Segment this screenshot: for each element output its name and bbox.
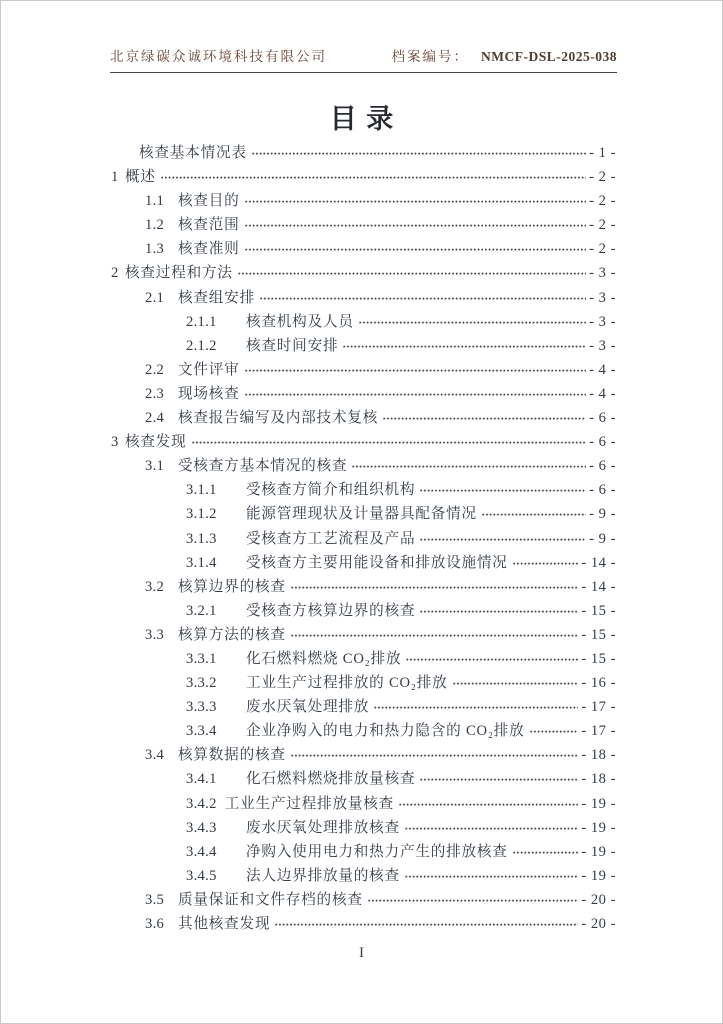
toc-entry-page-number: - 6 -	[589, 434, 616, 451]
toc-entry-number: 3.4.1	[186, 771, 217, 788]
toc-entry-title: 核查机构及人员	[246, 313, 354, 330]
toc-entry-number: 2.4	[145, 410, 165, 427]
toc-entry-page-number: - 6 -	[589, 482, 616, 499]
toc-entry[interactable]	[110, 575, 616, 599]
toc-entry-page-number: - 9 -	[589, 506, 616, 523]
toc-entry-page-number: - 20 -	[581, 891, 616, 908]
header-company-name: 北京绿碳众诚环境科技有限公司	[110, 49, 327, 64]
toc-entry-title: 核查过程和方法	[125, 265, 233, 282]
table-of-contents	[110, 141, 616, 936]
toc-entry-title: 净购入使用电力和热力产生的排放核查	[246, 843, 508, 860]
toc-entry-page-number: - 4 -	[589, 385, 616, 402]
toc-entry-title: 核算方法的核查	[178, 626, 286, 643]
toc-entry[interactable]	[110, 334, 616, 358]
toc-entry-page-number: - 17 -	[581, 699, 616, 716]
toc-entry-page-number: - 14 -	[581, 554, 616, 571]
toc-entry-number: 3.4.5	[186, 867, 217, 884]
header-file-info	[392, 45, 618, 65]
toc-entry-number: 2	[111, 265, 119, 282]
toc-entry-number: 2.1.2	[186, 337, 217, 354]
toc-entry-page-number: - 15 -	[581, 650, 616, 667]
toc-entry-number: 3.4.3	[186, 819, 217, 836]
toc-entry-title: 化石燃料燃烧排放量核查	[246, 771, 416, 788]
toc-entry-title: 受核查方工艺流程及产品	[246, 530, 416, 547]
toc-entry-number: 3.1.2	[186, 506, 217, 523]
toc-entry-number: 1	[111, 169, 119, 186]
toc-entry-title: 法人边界排放量的核查	[246, 867, 400, 884]
toc-entry[interactable]	[110, 286, 616, 310]
toc-entry[interactable]	[110, 502, 616, 526]
toc-entry-page-number: - 3 -	[589, 265, 616, 282]
toc-entry-page-number: - 3 -	[589, 289, 616, 306]
toc-entry-number: 3.3.1	[186, 650, 217, 667]
toc-entry-page-number: - 18 -	[581, 747, 616, 764]
toc-entry-title: 核算数据的核查	[178, 747, 286, 764]
toc-entry[interactable]	[110, 599, 616, 623]
toc-entry[interactable]	[110, 743, 616, 767]
toc-entry-page-number: - 4 -	[589, 361, 616, 378]
toc-entry[interactable]	[110, 816, 616, 840]
footer-page-number: I	[359, 945, 364, 961]
toc-entry[interactable]	[110, 719, 616, 743]
toc-entry[interactable]	[110, 358, 616, 382]
toc-entry[interactable]	[110, 141, 616, 165]
toc-entry-page-number: - 15 -	[581, 602, 616, 619]
toc-entry-page-number: - 15 -	[581, 626, 616, 643]
toc-entry-title: 废水厌氧处理排放	[246, 699, 370, 716]
toc-entry[interactable]	[110, 454, 616, 478]
header-file-number-label: 档案编号：	[391, 49, 469, 64]
toc-entry-number: 1.1	[145, 193, 165, 210]
toc-entry[interactable]	[110, 912, 616, 936]
toc-entry-number: 3.2	[145, 578, 165, 595]
toc-entry[interactable]	[110, 864, 616, 888]
toc-entry-title: 核查组安排	[178, 289, 255, 306]
toc-entry-title: 工业生产过程排放量核查	[224, 795, 395, 812]
toc-entry-page-number: - 20 -	[581, 916, 616, 932]
toc-entry-title: 核查准则	[178, 241, 240, 258]
toc-entry-number: 3	[111, 434, 119, 451]
toc-entry-number: 2.2	[145, 361, 165, 378]
header-file-number: NMCF-DSL-2025-038	[481, 49, 617, 64]
toc-entry-number: 1.3	[145, 241, 165, 258]
page-footer	[1, 945, 722, 962]
toc-entry-number: 2.1.1	[186, 313, 217, 330]
toc-entry-number: 2.1	[145, 289, 165, 306]
toc-entry[interactable]	[110, 478, 616, 502]
toc-entry-title: 化石燃料燃烧 CO₂排放	[246, 650, 402, 667]
toc-entry-page-number: - 16 -	[581, 675, 616, 692]
toc-entry-page-number: - 18 -	[581, 771, 616, 788]
toc-entry-page-number: - 19 -	[581, 867, 616, 884]
toc-entry-number: 3.1	[145, 458, 165, 475]
toc-entry-page-number: - 19 -	[581, 795, 616, 812]
toc-entry-page-number: - 2 -	[589, 217, 616, 234]
toc-entry-title: 受核查方核算边界的核查	[246, 602, 416, 619]
toc-entry-title: 工业生产过程排放的 CO₂排放	[246, 675, 448, 692]
toc-entry-page-number: - 3 -	[589, 313, 616, 330]
toc-entry-number: 3.1.4	[186, 554, 217, 571]
toc-entry-title: 核查目的	[178, 193, 240, 210]
toc-entry[interactable]	[110, 623, 616, 647]
toc-entry-page-number: - 2 -	[589, 169, 616, 186]
toc-entry[interactable]	[110, 671, 616, 695]
toc-entry-page-number: - 14 -	[581, 578, 616, 595]
toc-entry-number: 3.3.2	[186, 675, 217, 692]
toc-entry[interactable]	[110, 382, 616, 406]
toc-entry-title: 受核查方简介和组织机构	[246, 482, 416, 499]
toc-entry[interactable]	[110, 165, 616, 189]
toc-entry-title: 核查范围	[178, 217, 240, 234]
toc-entry-number: 3.3	[145, 626, 165, 643]
toc-entry-title: 核查发现	[125, 434, 187, 451]
toc-entry-title: 其他核查发现	[178, 916, 271, 932]
toc-entry-title: 受核查方主要用能设备和排放设施情况	[246, 554, 508, 571]
toc-entry-title: 能源管理现状及计量器具配备情况	[246, 506, 477, 523]
toc-entry-page-number: - 6 -	[589, 410, 616, 427]
toc-entry[interactable]	[110, 237, 616, 261]
toc-entry-title: 核算边界的核查	[178, 578, 286, 595]
page-title: 目录	[329, 104, 403, 134]
toc-entry-title: 核查报告编写及内部技术复核	[178, 410, 379, 427]
toc-entry[interactable]	[110, 310, 616, 334]
toc-entry[interactable]	[110, 647, 616, 671]
toc-entry[interactable]	[110, 767, 616, 791]
toc-entry[interactable]	[110, 406, 616, 430]
toc-entry-page-number: - 2 -	[589, 241, 616, 258]
toc-entry-page-number: - 2 -	[589, 193, 616, 210]
toc-entry-title: 核查基本情况表	[139, 145, 247, 161]
toc-entry-number: 3.1.1	[186, 482, 217, 499]
toc-entry-number: 3.2.1	[186, 602, 217, 619]
toc-entry-title: 质量保证和文件存档的核查	[178, 891, 363, 908]
toc-entry-number: 3.5	[145, 891, 165, 908]
toc-entry-title: 废水厌氧处理排放核查	[246, 819, 400, 836]
toc-entry-number: 3.4.2	[186, 795, 217, 812]
toc-entry-page-number: - 3 -	[589, 337, 616, 354]
toc-entry[interactable]	[110, 261, 616, 285]
toc-entry[interactable]	[110, 695, 616, 719]
toc-entry-number: 3.3.3	[186, 699, 217, 716]
toc-entry[interactable]	[110, 527, 616, 551]
toc-entry-page-number: - 19 -	[581, 819, 616, 836]
toc-entry-number: 3.4	[145, 747, 165, 764]
toc-entry-title: 文件评审	[178, 361, 240, 378]
toc-entry-number: 2.3	[145, 385, 165, 402]
toc-entry-page-number: - 1 -	[589, 145, 616, 161]
toc-entry-page-number: - 19 -	[581, 843, 616, 860]
toc-entry[interactable]	[110, 551, 616, 575]
toc-entry-number: 3.6	[145, 916, 165, 932]
toc-entry-title: 概述	[125, 169, 156, 186]
toc-entry[interactable]	[110, 840, 616, 864]
toc-entry-number: 1.2	[145, 217, 165, 234]
toc-entry[interactable]	[110, 213, 616, 237]
toc-entry-number: 3.1.3	[186, 530, 217, 547]
toc-entry-number: 3.3.4	[186, 723, 217, 740]
toc-entry-page-number: - 6 -	[589, 458, 616, 475]
toc-entry-title: 企业净购入的电力和热力隐含的 CO₂排放	[246, 723, 525, 740]
toc-entry[interactable]	[110, 430, 616, 454]
toc-entry[interactable]	[110, 189, 616, 213]
toc-entry[interactable]	[110, 792, 616, 816]
toc-entry[interactable]	[110, 888, 616, 912]
toc-entry-title: 核查时间安排	[246, 337, 339, 354]
toc-entry-title: 受核查方基本情况的核查	[178, 458, 348, 475]
toc-entry-number: 3.4.4	[186, 843, 217, 860]
toc-entry-page-number: - 9 -	[589, 530, 616, 547]
toc-entry-page-number: - 17 -	[581, 723, 616, 740]
toc-entry-title: 现场核查	[178, 385, 240, 402]
page-header	[110, 45, 617, 73]
